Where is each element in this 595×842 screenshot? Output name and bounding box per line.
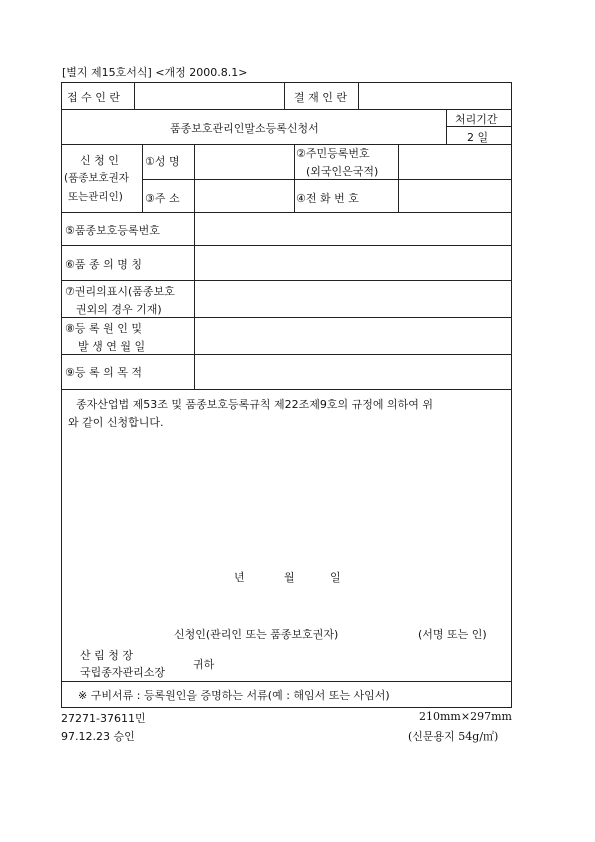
registration-number-label: ⑤품종보호등록번호 [65,224,160,237]
addressee-seed-office: 국립종자관리소장 [80,666,166,679]
statement-line-1: 종자산업법 제53조 및 품종보호등록규칙 제22조제9호의 규정에 의하여 위 [76,398,433,411]
receipt-stamp-label: 접 수 인 란 [67,91,120,104]
receipt-stamp-area[interactable] [136,83,283,108]
name-label: ①성 명 [145,155,180,168]
resident-number-field[interactable] [400,146,510,178]
purpose-label: ⑨등 록 의 목 적 [65,366,142,379]
paper-size: 210mm×297mm [419,710,512,723]
required-documents-note: ※ 구비서류 : 등록원인을 증명하는 서류(예 : 해임서 또는 사임서) [78,689,390,702]
addressee-forest-service: 산 림 청 장 [80,649,133,662]
purpose-field[interactable] [196,356,510,388]
processing-period-label: 처리기간 [455,113,498,126]
signature-note: (서명 또는 인) [418,628,487,641]
cause-field[interactable] [196,319,510,353]
phone-field[interactable] [400,181,510,211]
nationality-label: (외국인은국적) [306,165,379,178]
applicant-label: 신 청 인 [80,154,119,167]
processing-period-value: 2 일 [467,131,489,144]
cause-date-label: 발 생 연 월 일 [78,340,146,353]
resident-number-label: ②주민등록번호 [296,147,370,160]
approval-stamp-area[interactable] [360,83,510,108]
registration-number-field[interactable] [196,214,510,244]
honorific-label: 귀하 [193,658,215,671]
rights-label: ⑦권리의표시(품종보호 [65,285,175,298]
variety-name-label: ⑥품 종 의 명 칭 [65,258,142,271]
rights-field[interactable] [196,282,510,316]
date-day-label: 일 [330,571,341,584]
cause-label: ⑧등 록 원 인 및 [65,322,142,335]
paper-type: (신문용지 54g/㎡) [408,730,499,743]
approval-date: 97.12.23 승인 [61,730,135,743]
date-year-label: 년 [234,571,245,584]
approval-stamp-label: 결 재 인 란 [294,91,347,104]
form-code: 27271-37611민 [61,712,146,725]
phone-label: ④전 화 번 호 [296,192,359,205]
rights-sublabel: 권외의 경우 기재) [76,303,162,316]
form-number-label: [별지 제15호서식] <개정 2000.8.1> [62,66,248,79]
signer-label: 신청인(관리인 또는 품종보호권자) [174,628,339,641]
applicant-sublabel-2: 또는관리인) [68,191,123,203]
date-month-label: 월 [284,571,295,584]
statement-line-2: 와 같이 신청합니다. [68,416,164,429]
variety-name-field[interactable] [196,247,510,279]
name-field[interactable] [196,146,293,178]
address-field[interactable] [196,181,293,211]
address-label: ③주 소 [145,192,180,205]
applicant-sublabel: (품종보호권자 [64,172,129,184]
form-title: 품종보호관리인말소등록신청서 [170,122,319,135]
